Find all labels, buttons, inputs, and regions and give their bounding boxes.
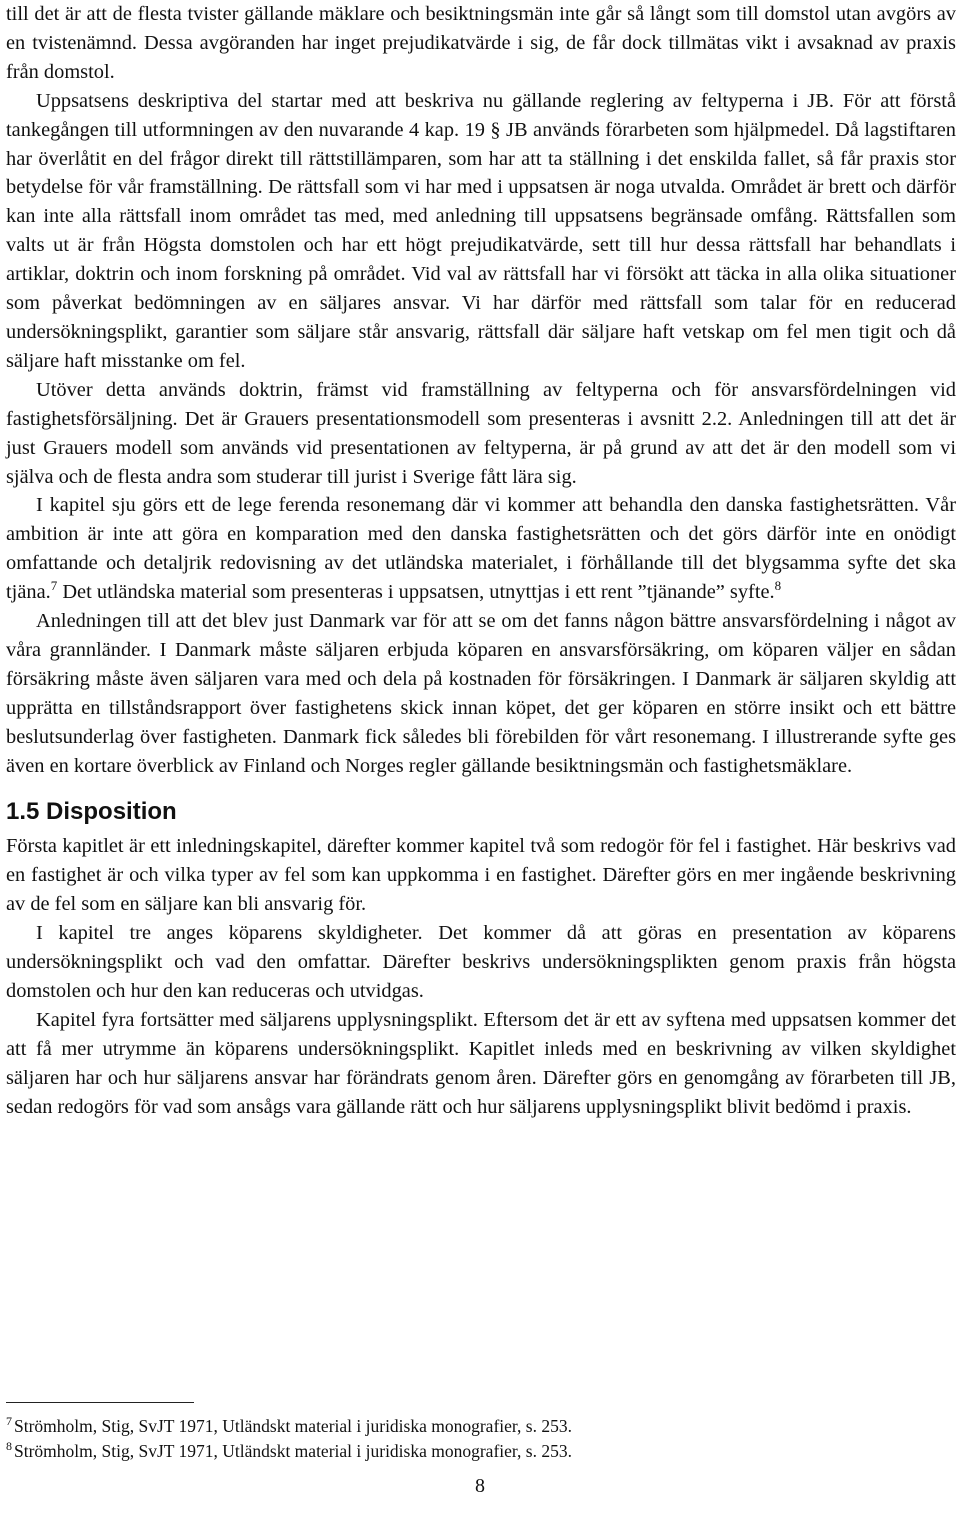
footnote-8: [6, 1439, 946, 1464]
paragraph-chapter-three: I kapitel tre anges köparens skyldigheter. Det kommer då att göras en presentation av köparens undersökningsplikt och vad den omfattar. Därefter beskrivs undersökningsplikten genom praxis från högsta domstolen och hur den kan reduceras och utvidgas.: [6, 922, 956, 1002]
paragraph-chapter-four: Kapitel fyra fortsätter med säljarens upplysningsplikt. Eftersom det är ett av syftena med uppsatsen kommer det att få mer utrymme än köparens undersökningsplikt. Kapitlet inleds med en beskrivning av vilken skyldighet säljaren har och hur säljarens ansvar har förändrats genom åren. Därefter görs en genomgång av förarbeten till JB, sedan redogörs för vad som ansågs vara gällande rätt och hur säljarens upplysningsplikt blivit bedömd i praxis.: [6, 1008, 956, 1118]
footnote-7: [6, 1414, 946, 1439]
page-number: 8: [475, 1475, 485, 1497]
paragraph-danish-law: [6, 491, 956, 607]
footnote-text: Strömholm, Stig, SvJT 1971, Utländskt material i juridiska monografier, s. 253.: [14, 1416, 572, 1436]
footnotes: [6, 1414, 946, 1464]
paragraph-denmark-reason: Anledningen till att det blev just Danmark var för att se om det fanns någon bättre ansvarsfördelning i något av våra grannländer. I Danmark måste säljaren erbjuda köparen en ansvarsförsäkring, om köparen väljer en sådan försäkring måste även säljaren vara med och dela på kostnaden för försäkringen. I Danmark är säljaren skyldig att upprätta en tillståndsrapport över fastighetens skick innan köpet, det ger köparen en större insikt och ett bättre beslutsunderlag över fastigheten. Danmark fick således bli förebilden för vårt resonemang. I illustrerande syfte ges även en kortare överblick av Finland och Norges regler gällande besiktningsmän och fastighetsmäklare.: [6, 610, 956, 777]
paragraph-descriptive-part: Uppsatsens deskriptiva del startar med att beskriva nu gällande reglering av feltyperna i JB. För att förstå tankegången till utformningen av den nuvarande 4 kap. 19 § JB används förarbeten som hjälpmedel. Då lagstiftaren har överlåtit en del frågor direkt till rättstillämparen, som har att ta ställning i det enskilda fallet, så får praxis stor betydelse för vår framställning. De rättsfall som vi har med i uppsatsen är noga utvalda. Området är brett och därför kan inte alla rättsfall inom området tas med, med anledning till uppsatsens begränsade omfång. Rättsfallen som valts ut är från Högsta domstolen och har ett högt prejudikatvärde, sett till hur dessa rättsfall har behandlats i artiklar, doktrin och inom forskning på området. Vid val av rättsfall har vi försökt att täcka in alla olika situationer som påverkat bedömningen av en säljares ansvar. Vi har därför med rättsfall som talar för en reducerad undersökningsplikt, garantier som säljare står ansvarig, rättsfall där säljare haft vetskap om fel men tigit och då säljare haft misstanke om fel.: [6, 89, 956, 372]
footnote-mark: 7: [6, 1414, 12, 1429]
paragraph-chapter-one: Första kapitlet är ett inledningskapitel, därefter kommer kapitel två som redogör för fel i fastighet. Här beskrivs vad en fastighet är och vilka typer av fel som kan uppkomma i en fastighet. Därefter görs en mer ingående beskrivning av de fel som en säljare kan bli ansvarig för.: [6, 835, 956, 916]
footnote-reference-8: 8: [774, 578, 782, 594]
paragraph-danish-law-text-b: Det utländska material som presenteras i uppsatsen, utnyttjas i ett rent ”tjänande” syfte.: [57, 581, 775, 604]
paragraph-intro-continued: till det är att de flesta tvister gällande mäklare och besiktningsmän inte går så långt som till domstol utan avgörs av en tvistenämnd. Dessa avgöranden har inget prejudikatvärde i sig, de får dock tillmätas vikt i avsaknad av praxis från domstol.: [6, 3, 956, 83]
footnote-reference-7: 7: [50, 578, 58, 594]
footnote-separator: [6, 1402, 194, 1403]
document-page: [6, 0, 956, 1122]
footnote-text: Strömholm, Stig, SvJT 1971, Utländskt material i juridiska monografier, s. 253.: [14, 1441, 572, 1461]
paragraph-doctrine: Utöver detta används doktrin, främst vid framställning av feltyperna och för ansvarsfördelningen vid fastighetsförsäljning. Det är Grauers presentationsmodell som presenteras i avsnitt 2.2. Anledningen till att det är just Grauers modell som används vid presentationen av feltyperna, är på grund av att det är den modell som vi själva och de flesta andra som studerar till jurist i Sverige fått lära sig.: [6, 378, 956, 488]
section-heading-disposition: 1.5 Disposition: [6, 798, 177, 826]
paragraph-danish-law-text-a: I kapitel sju görs ett de lege ferenda resonemang där vi kommer att behandla den danska fastighetsrätten. Vår ambition är inte att göra en komparation med den danska fastighetsrätten och det görs därför inte en onödigt omfattande och detaljrik redovisning av det utländska materialet, i förhållande till det blygsamma syfte det ska tjäna.: [6, 494, 956, 604]
footnote-mark: 8: [6, 1439, 12, 1454]
